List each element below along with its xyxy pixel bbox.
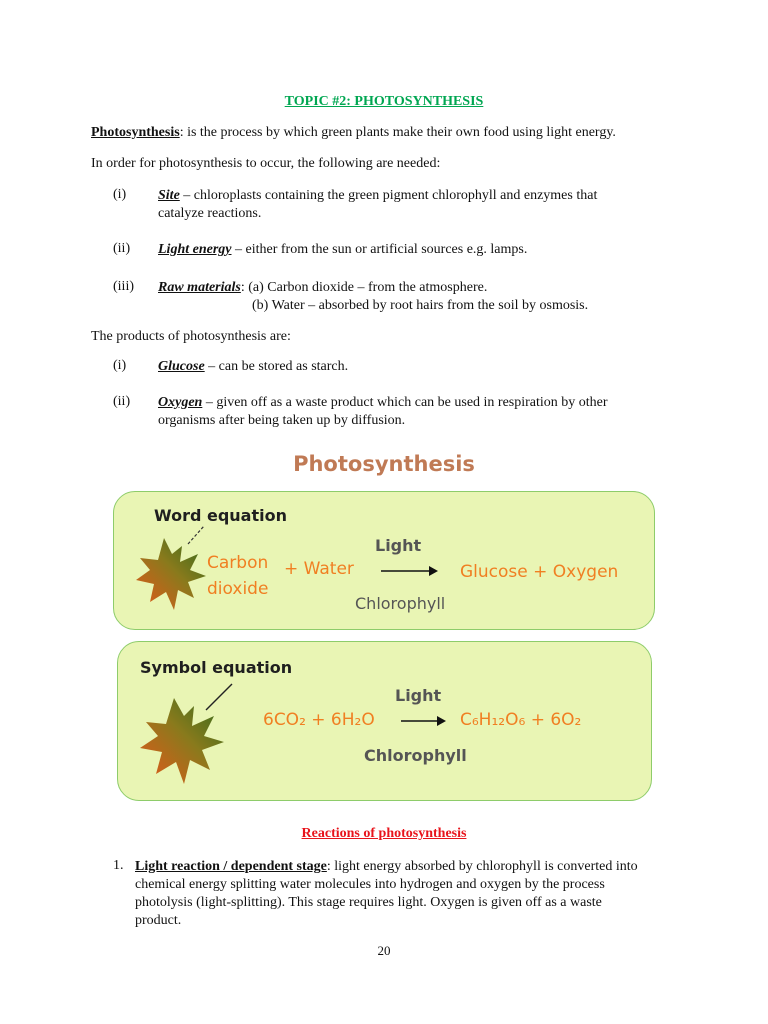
reactant-water: + Water bbox=[284, 559, 354, 579]
item-text-cont: (b) Water – absorbed by root hairs from the soil by osmosis. bbox=[252, 298, 589, 313]
reactant-line1: Carbon bbox=[207, 553, 269, 573]
item-text-cont: catalyze reactions. bbox=[158, 206, 262, 221]
list-item bbox=[158, 241, 658, 259]
item-term: Oxygen bbox=[158, 395, 203, 410]
definition-paragraph bbox=[91, 124, 691, 142]
item-term: Light energy bbox=[158, 242, 232, 257]
item-term: Raw materials bbox=[158, 280, 241, 295]
reactant-line2: dioxide bbox=[207, 579, 269, 599]
products-intro: The products of photosynthesis are: bbox=[91, 329, 291, 344]
right-arrow-icon bbox=[381, 565, 439, 577]
list-number: (ii) bbox=[113, 241, 131, 256]
needs-intro: In order for photosynthesis to occur, the following are needed: bbox=[91, 156, 441, 171]
symbol-reactants: 6CO₂ + 6H₂O bbox=[263, 710, 375, 730]
page-title: TOPIC #2: PHOTOSYNTHESIS bbox=[284, 94, 484, 109]
condition-chlorophyll: Chlorophyll bbox=[355, 594, 446, 613]
item-text: – can be stored as starch. bbox=[204, 359, 349, 374]
reaction-text-cont: product. bbox=[135, 913, 182, 928]
definition-term: Photosynthesis bbox=[91, 125, 180, 140]
list-item bbox=[158, 187, 658, 223]
list-number: 1. bbox=[113, 858, 124, 873]
right-arrow-icon bbox=[401, 715, 447, 727]
definition-text: : is the process by which green plants make their own food using light energy. bbox=[179, 125, 616, 140]
reaction-term: Light reaction / dependent stage bbox=[135, 859, 327, 874]
item-text: – either from the sun or artificial sources e.g. lamps. bbox=[231, 242, 528, 257]
list-number: (i) bbox=[113, 358, 127, 373]
reactant-carbon-dioxide bbox=[207, 550, 268, 602]
item-text: – given off as a waste product which can be used in respiration by other bbox=[202, 395, 608, 410]
list-number: (ii) bbox=[113, 394, 131, 409]
list-item bbox=[158, 279, 658, 315]
word-equation-box bbox=[113, 491, 655, 630]
item-text: – chloroplasts containing the green pigment chlorophyll and enzymes that bbox=[179, 188, 598, 203]
list-item bbox=[158, 358, 658, 376]
reaction-item bbox=[135, 858, 695, 930]
item-term: Glucose bbox=[158, 359, 205, 374]
reaction-text-cont: photolysis (light-splitting). This stage requires light. Oxygen is given off as a waste bbox=[135, 895, 602, 910]
reaction-text: : light energy absorbed by chlorophyll is converted into bbox=[326, 859, 638, 874]
figure-title: Photosynthesis bbox=[293, 452, 475, 476]
item-text: : (a) Carbon dioxide – from the atmosphere. bbox=[240, 280, 488, 295]
maple-leaf-icon bbox=[128, 682, 240, 790]
condition-chlorophyll: Chlorophyll bbox=[364, 746, 467, 765]
reactions-heading: Reactions of photosynthesis bbox=[301, 826, 467, 841]
page-number: 20 bbox=[377, 943, 391, 958]
list-item bbox=[158, 394, 658, 430]
word-equation-heading: Word equation bbox=[154, 506, 287, 525]
reaction-text-cont: chemical energy splitting water molecules into hydrogen and oxygen by the process bbox=[135, 877, 605, 892]
item-text-cont: organisms after being taken up by diffusion. bbox=[158, 413, 406, 428]
symbol-products: C₆H₁₂O₆ + 6O₂ bbox=[460, 710, 582, 730]
list-number: (iii) bbox=[113, 279, 134, 294]
condition-light: Light bbox=[375, 536, 422, 555]
list-number: (i) bbox=[113, 187, 127, 202]
products: Glucose + Oxygen bbox=[460, 562, 619, 582]
symbol-equation-box bbox=[117, 641, 652, 801]
item-term: Site bbox=[158, 188, 180, 203]
condition-light: Light bbox=[395, 686, 442, 705]
symbol-equation-heading: Symbol equation bbox=[140, 658, 293, 677]
